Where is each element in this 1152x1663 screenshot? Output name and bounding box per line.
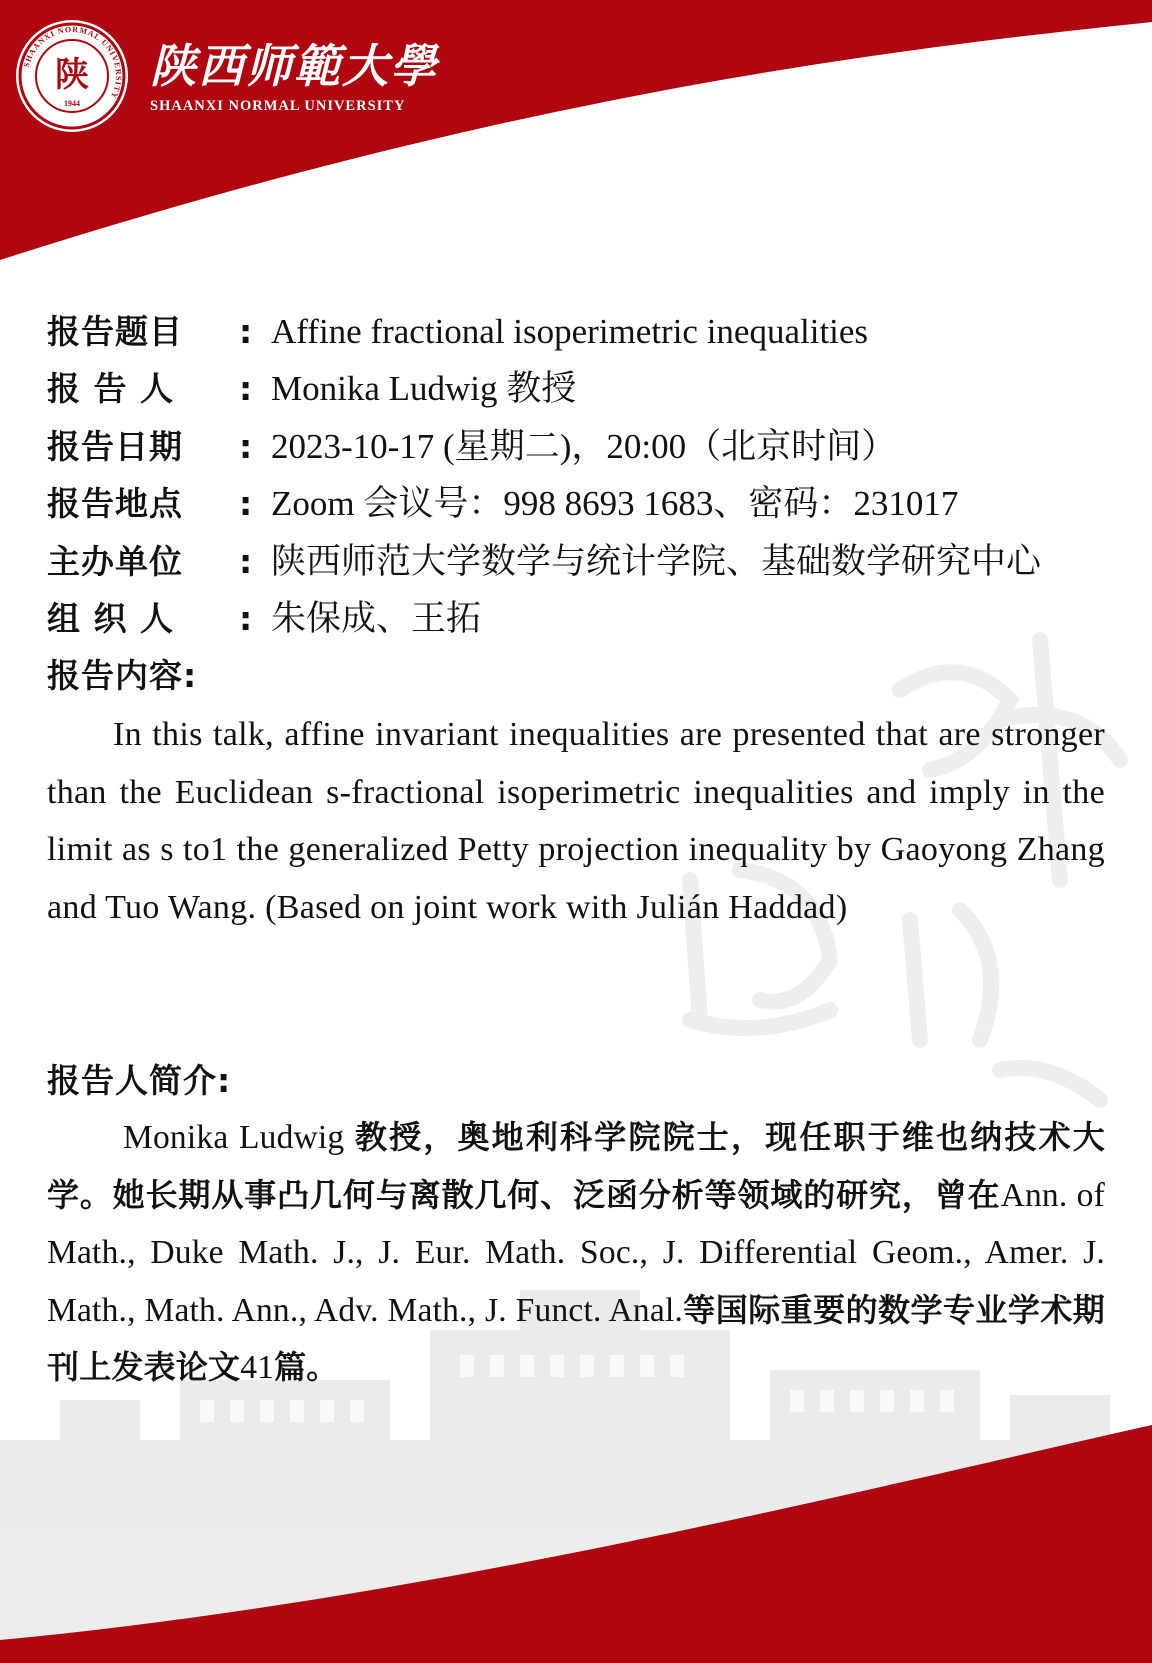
speaker-bio bbox=[47, 1109, 1105, 1397]
talk-date: 2023-10-17 (星期二)，20:00（北京时间） bbox=[271, 426, 897, 466]
organizers: 朱保成、王拓 bbox=[271, 598, 482, 638]
content-heading: 报告内容: bbox=[47, 656, 198, 696]
info-colon: : bbox=[239, 541, 253, 581]
info-row-speaker bbox=[47, 360, 1107, 417]
speaker-name: Monika Ludwig 教授 bbox=[271, 369, 577, 409]
info-row-location bbox=[47, 475, 1107, 532]
bio-paper-count: 41 bbox=[240, 1349, 275, 1386]
talk-location: Zoom 会议号：998 8693 1683、密码：231017 bbox=[271, 484, 959, 524]
bio-heading: 报告人简介: bbox=[47, 1061, 232, 1100]
info-label: 报 告 人 bbox=[47, 369, 174, 409]
info-label: 组 织 人 bbox=[47, 598, 174, 638]
info-row-date bbox=[47, 418, 1107, 475]
bio-text-cn-3: 篇。 bbox=[274, 1348, 339, 1386]
bio-intro: Monika Ludwig bbox=[123, 1119, 355, 1156]
info-label: 报告日期 bbox=[47, 426, 183, 466]
info-row-host bbox=[47, 533, 1107, 590]
info-colon: : bbox=[239, 426, 253, 466]
seal-center-char: 陕 bbox=[55, 55, 89, 95]
university-name-en: SHAANXI NORMAL UNIVERSITY bbox=[150, 98, 406, 114]
talk-abstract: In this talk, affine invariant inequalities are presented that are stronger than the Euclidean s-fractional isoperimetric inequalities and imply in the limit as s to1 the generalized Petty projection inequality by Gaoyong Zhang and Tuo Wang. (Based on joint work with Julián Haddad) bbox=[47, 716, 1105, 926]
host-organization: 陕西师范大学数学与统计学院、基础数学研究中心 bbox=[271, 541, 1042, 581]
seal-ring-text: SHAANXI NORMAL UNIVERSITY bbox=[21, 24, 124, 101]
bio-text-cn-2: 等国际重要的数学专业学术期刊上发表论文 bbox=[47, 1290, 1105, 1386]
info-row-organizer bbox=[47, 590, 1107, 647]
bio-text-cn-1: 教授，奥地利科学院院士，现任职于维也纳技术大学。她长期从事凸几何与离散几何、泛函分析等领域的研究，曾在 bbox=[47, 1118, 1105, 1214]
info-colon: : bbox=[239, 598, 253, 638]
info-row-title bbox=[47, 303, 1107, 360]
talk-title: Affine fractional isoperimetric inequalities bbox=[271, 312, 869, 351]
info-colon: : bbox=[239, 369, 253, 409]
info-label: 报告题目 bbox=[47, 312, 183, 351]
seal-year: 1944 bbox=[64, 99, 80, 108]
university-name-cn: 陕西师範大學 bbox=[150, 39, 438, 93]
bio-journals: Ann. of Math., Duke Math. J., J. Eur. Math. Soc., J. Differential Geom., Amer. J. Math., Math. Ann., Adv. Math., J. Funct. Anal. bbox=[47, 1176, 1105, 1329]
info-row-content-heading bbox=[47, 647, 1107, 704]
talk-info bbox=[47, 303, 1107, 705]
university-seal-icon bbox=[14, 18, 130, 134]
info-colon: : bbox=[239, 312, 253, 351]
info-colon: : bbox=[239, 484, 253, 524]
info-label: 报告地点 bbox=[47, 484, 183, 524]
info-label: 主办单位 bbox=[47, 541, 183, 581]
